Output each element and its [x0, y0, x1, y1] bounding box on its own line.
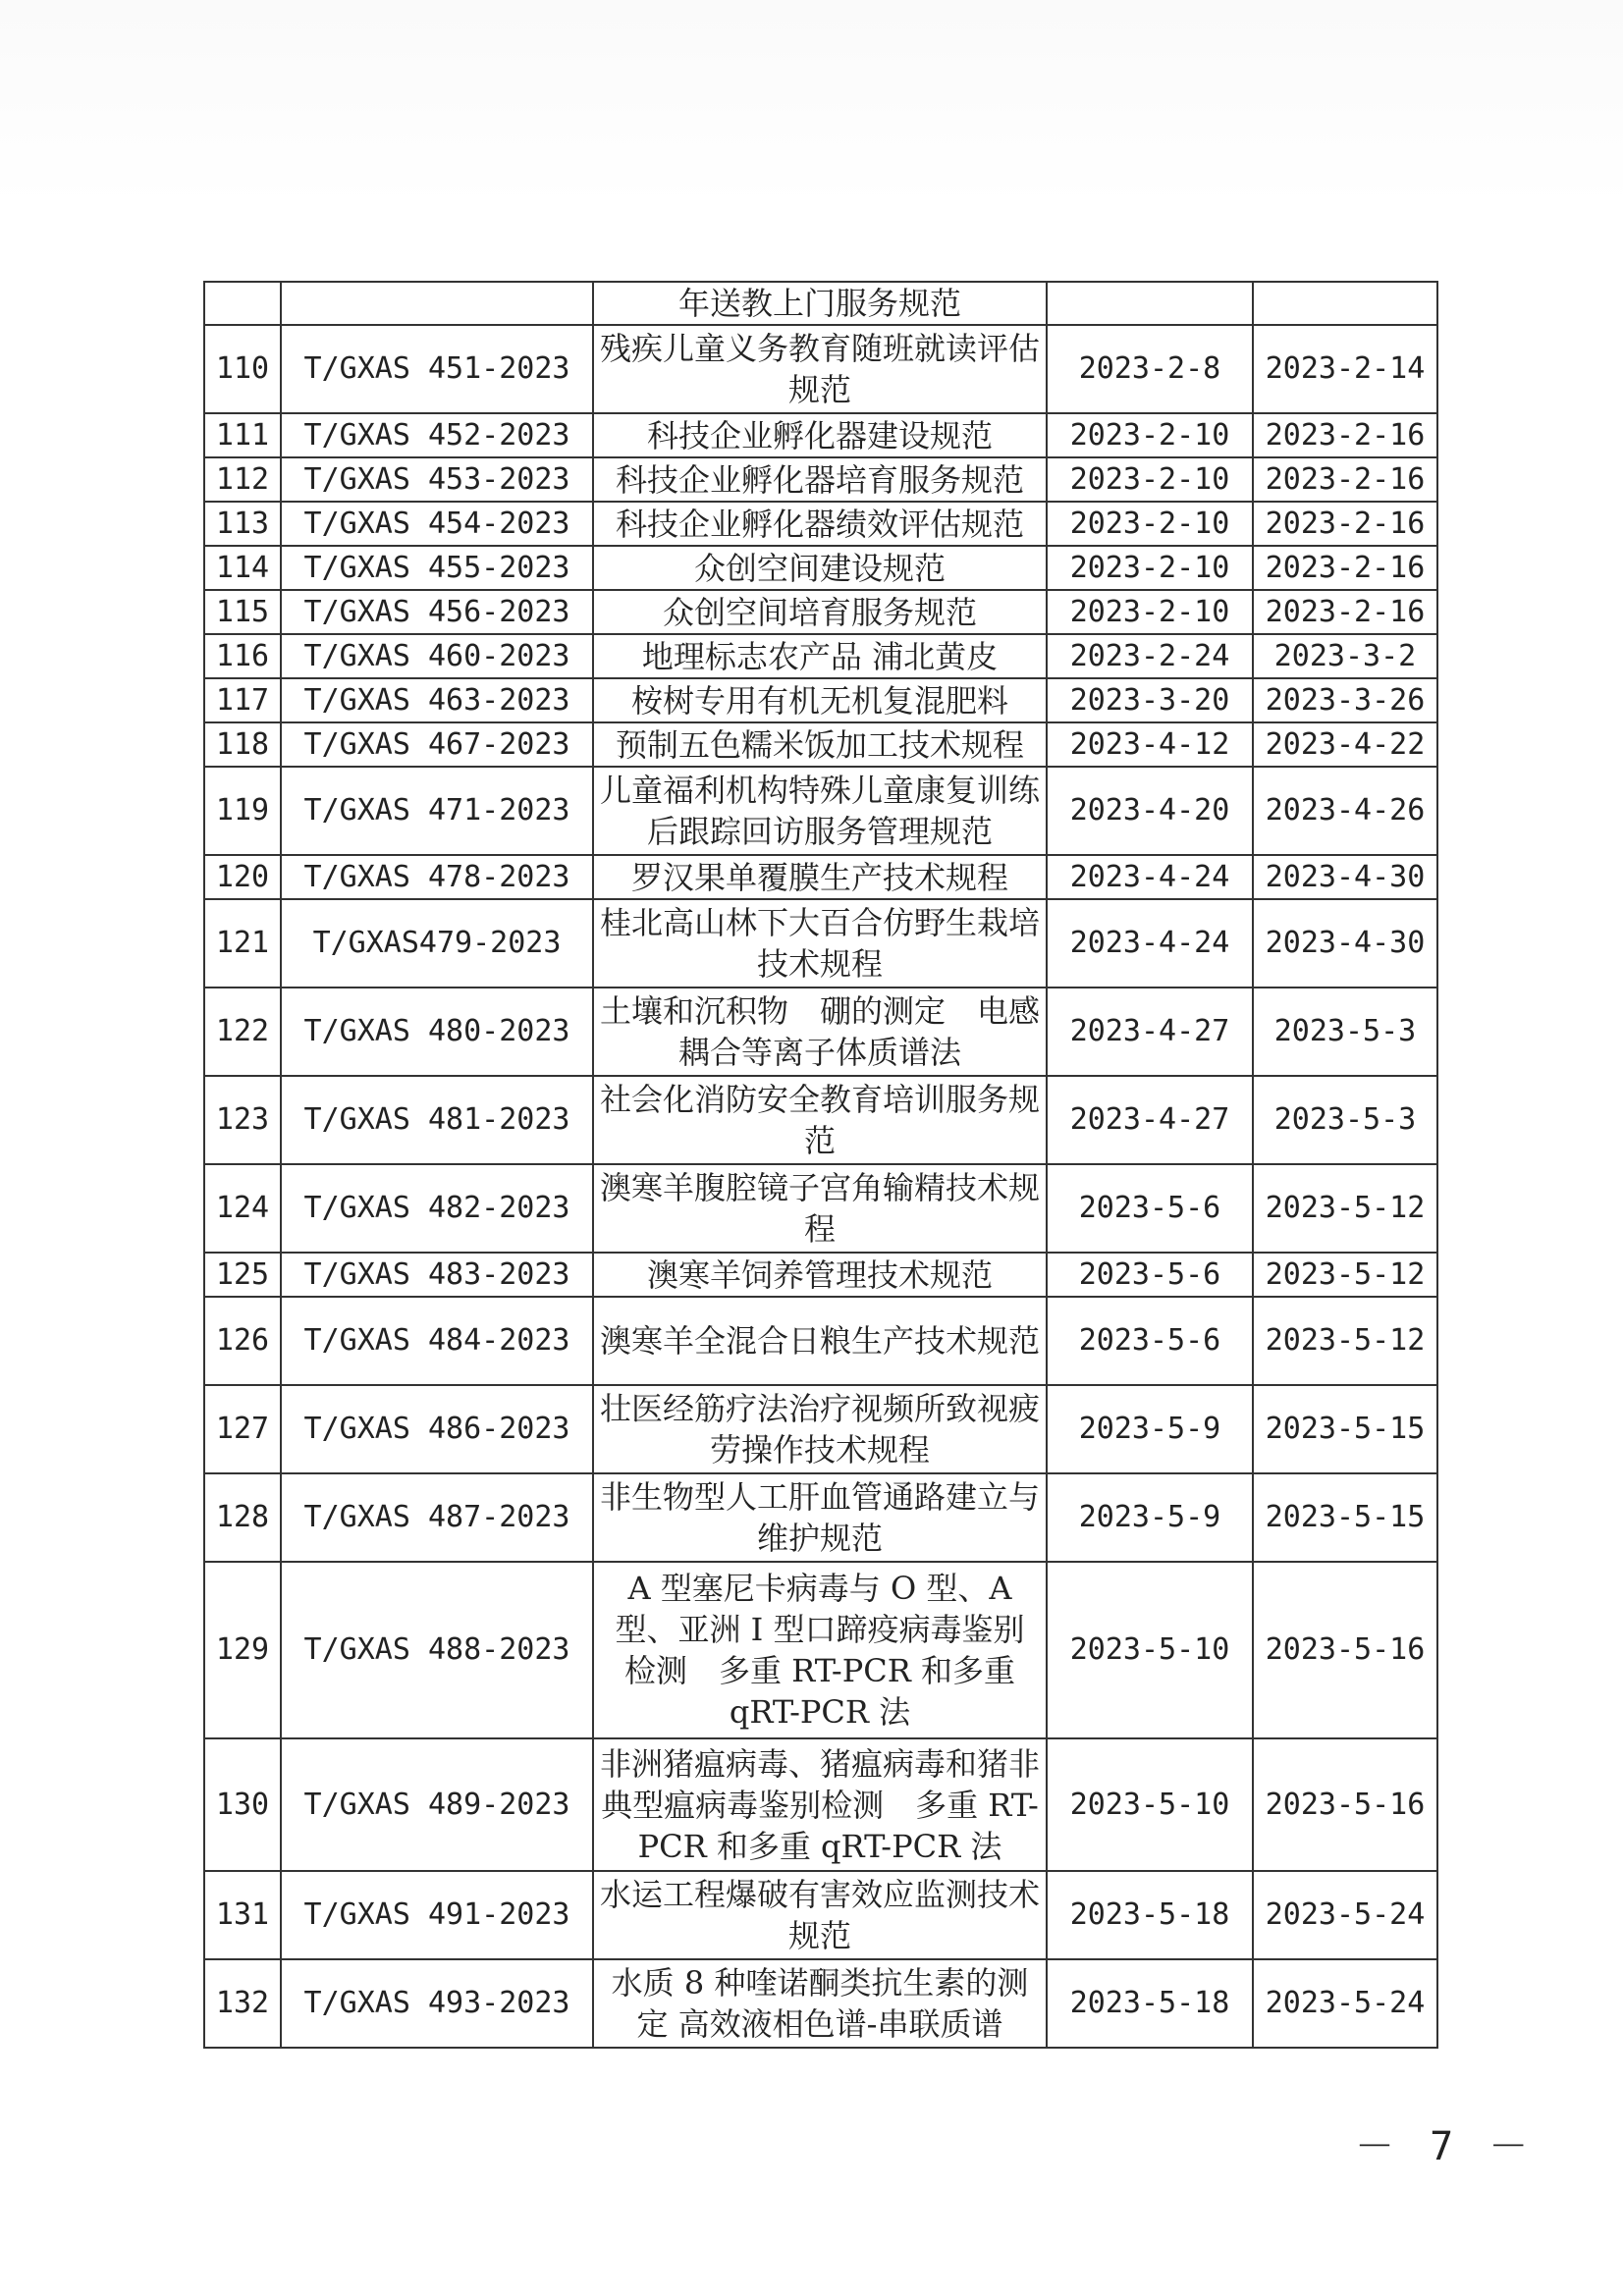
- standard-name: 年送教上门服务规范: [593, 282, 1047, 325]
- publish-date: 2023-5-18: [1047, 1871, 1253, 1959]
- publish-date: 2023-5-9: [1047, 1385, 1253, 1473]
- standard-code: T/GXAS 480-2023: [281, 988, 593, 1076]
- standard-code: T/GXAS 454-2023: [281, 502, 593, 546]
- publish-date: 2023-5-6: [1047, 1164, 1253, 1253]
- standards-table-body: [204, 282, 1437, 2048]
- table-row: [204, 1164, 1437, 1253]
- publish-date: 2023-5-9: [1047, 1473, 1253, 1562]
- publish-date: 2023-5-6: [1047, 1253, 1253, 1297]
- row-number: 112: [204, 457, 281, 502]
- standards-table: [203, 281, 1438, 2049]
- row-number: 128: [204, 1473, 281, 1562]
- standard-name: 社会化消防安全教育培训服务规范: [593, 1076, 1047, 1164]
- row-number: 122: [204, 988, 281, 1076]
- row-number: 116: [204, 634, 281, 678]
- standard-name: 残疾儿童义务教育随班就读评估规范: [593, 325, 1047, 413]
- implement-date: 2023-5-12: [1253, 1253, 1437, 1297]
- table-row: [204, 502, 1437, 546]
- implement-date: 2023-5-3: [1253, 1076, 1437, 1164]
- standard-code: T/GXAS 452-2023: [281, 413, 593, 457]
- implement-date: 2023-4-22: [1253, 722, 1437, 767]
- standard-name: 科技企业孵化器建设规范: [593, 413, 1047, 457]
- implement-date: 2023-2-16: [1253, 502, 1437, 546]
- table-row: [204, 457, 1437, 502]
- table-row: [204, 1385, 1437, 1473]
- implement-date: 2023-5-24: [1253, 1871, 1437, 1959]
- row-number: 114: [204, 546, 281, 590]
- row-number: 123: [204, 1076, 281, 1164]
- row-number: 119: [204, 767, 281, 855]
- row-number: [204, 282, 281, 325]
- table-row: [204, 413, 1437, 457]
- table-row: [204, 722, 1437, 767]
- publish-date: 2023-4-27: [1047, 988, 1253, 1076]
- table-row: [204, 1297, 1437, 1385]
- standard-code: T/GXAS 481-2023: [281, 1076, 593, 1164]
- row-number: 118: [204, 722, 281, 767]
- standard-code: T/GXAS 478-2023: [281, 855, 593, 899]
- standard-name: 壮医经筋疗法治疗视频所致视疲劳操作技术规程: [593, 1385, 1047, 1473]
- standard-name: 澳寒羊全混合日粮生产技术规范: [593, 1297, 1047, 1385]
- standard-code: T/GXAS 488-2023: [281, 1562, 593, 1738]
- standard-code: [281, 282, 593, 325]
- table-row: [204, 988, 1437, 1076]
- implement-date: 2023-2-16: [1253, 413, 1437, 457]
- table-row: [204, 1253, 1437, 1297]
- standard-code: T/GXAS 471-2023: [281, 767, 593, 855]
- publish-date: 2023-2-10: [1047, 502, 1253, 546]
- standard-code: T/GXAS 484-2023: [281, 1297, 593, 1385]
- standard-code: T/GXAS 487-2023: [281, 1473, 593, 1562]
- table-row: [204, 325, 1437, 413]
- standard-code: T/GXAS479-2023: [281, 899, 593, 988]
- implement-date: 2023-5-16: [1253, 1738, 1437, 1871]
- standard-name: 罗汉果单覆膜生产技术规程: [593, 855, 1047, 899]
- table-row: [204, 1871, 1437, 1959]
- publish-date: 2023-5-6: [1047, 1297, 1253, 1385]
- row-number: 132: [204, 1959, 281, 2048]
- standard-code: T/GXAS 489-2023: [281, 1738, 593, 1871]
- standard-code: T/GXAS 467-2023: [281, 722, 593, 767]
- implement-date: 2023-5-12: [1253, 1164, 1437, 1253]
- row-number: 117: [204, 678, 281, 722]
- table-row: [204, 1076, 1437, 1164]
- publish-date: 2023-3-20: [1047, 678, 1253, 722]
- standard-code: T/GXAS 453-2023: [281, 457, 593, 502]
- standard-code: T/GXAS 483-2023: [281, 1253, 593, 1297]
- implement-date: 2023-4-26: [1253, 767, 1437, 855]
- row-number: 131: [204, 1871, 281, 1959]
- standard-name: 儿童福利机构特殊儿童康复训练后跟踪回访服务管理规范: [593, 767, 1047, 855]
- publish-date: 2023-2-10: [1047, 457, 1253, 502]
- implement-date: 2023-5-24: [1253, 1959, 1437, 2048]
- standard-code: T/GXAS 460-2023: [281, 634, 593, 678]
- table-row: [204, 634, 1437, 678]
- table-row: [204, 899, 1437, 988]
- row-number: 121: [204, 899, 281, 988]
- standard-code: T/GXAS 493-2023: [281, 1959, 593, 2048]
- publish-date: 2023-5-10: [1047, 1562, 1253, 1738]
- row-number: 129: [204, 1562, 281, 1738]
- table-row: [204, 1959, 1437, 2048]
- implement-date: 2023-2-16: [1253, 457, 1437, 502]
- publish-date: 2023-4-24: [1047, 899, 1253, 988]
- row-number: 115: [204, 590, 281, 634]
- page-number: － 7 －: [1355, 2124, 1535, 2169]
- standard-name: 澳寒羊腹腔镜子宫角输精技术规程: [593, 1164, 1047, 1253]
- row-number: 113: [204, 502, 281, 546]
- standard-code: T/GXAS 491-2023: [281, 1871, 593, 1959]
- publish-date: [1047, 282, 1253, 325]
- standard-name: 水运工程爆破有害效应监测技术规范: [593, 1871, 1047, 1959]
- table-row: [204, 282, 1437, 325]
- standard-name: 桉树专用有机无机复混肥料: [593, 678, 1047, 722]
- implement-date: 2023-2-16: [1253, 546, 1437, 590]
- row-number: 125: [204, 1253, 281, 1297]
- table-row: [204, 1473, 1437, 1562]
- standard-name: 预制五色糯米饭加工技术规程: [593, 722, 1047, 767]
- standard-name: A 型塞尼卡病毒与 O 型、A 型、亚洲 I 型口蹄疫病毒鉴别检测 多重 RT-PCR 和多重 qRT-PCR 法: [593, 1562, 1047, 1738]
- row-number: 126: [204, 1297, 281, 1385]
- table-row: [204, 767, 1437, 855]
- implement-date: 2023-5-15: [1253, 1385, 1437, 1473]
- standard-code: T/GXAS 486-2023: [281, 1385, 593, 1473]
- standard-name: 水质 8 种喹诺酮类抗生素的测定 高效液相色谱-串联质谱: [593, 1959, 1047, 2048]
- page-top-shade: [0, 0, 1623, 206]
- standard-name: 澳寒羊饲养管理技术规范: [593, 1253, 1047, 1297]
- publish-date: 2023-2-8: [1047, 325, 1253, 413]
- publish-date: 2023-2-24: [1047, 634, 1253, 678]
- table-row: [204, 855, 1437, 899]
- implement-date: 2023-4-30: [1253, 899, 1437, 988]
- standard-name: 科技企业孵化器培育服务规范: [593, 457, 1047, 502]
- implement-date: 2023-5-16: [1253, 1562, 1437, 1738]
- publish-date: 2023-2-10: [1047, 413, 1253, 457]
- standard-name: 非洲猪瘟病毒、猪瘟病毒和猪非典型瘟病毒鉴别检测 多重 RT-PCR 和多重 qRT-PCR 法: [593, 1738, 1047, 1871]
- standard-code: T/GXAS 455-2023: [281, 546, 593, 590]
- publish-date: 2023-5-10: [1047, 1738, 1253, 1871]
- publish-date: 2023-4-12: [1047, 722, 1253, 767]
- publish-date: 2023-4-24: [1047, 855, 1253, 899]
- row-number: 124: [204, 1164, 281, 1253]
- implement-date: 2023-2-14: [1253, 325, 1437, 413]
- row-number: 130: [204, 1738, 281, 1871]
- table-row: [204, 590, 1437, 634]
- publish-date: 2023-2-10: [1047, 546, 1253, 590]
- row-number: 120: [204, 855, 281, 899]
- implement-date: 2023-4-30: [1253, 855, 1437, 899]
- implement-date: 2023-2-16: [1253, 590, 1437, 634]
- table-row: [204, 1562, 1437, 1738]
- publish-date: 2023-2-10: [1047, 590, 1253, 634]
- implement-date: 2023-5-15: [1253, 1473, 1437, 1562]
- implement-date: 2023-5-12: [1253, 1297, 1437, 1385]
- implement-date: [1253, 282, 1437, 325]
- row-number: 110: [204, 325, 281, 413]
- publish-date: 2023-5-18: [1047, 1959, 1253, 2048]
- row-number: 111: [204, 413, 281, 457]
- standard-name: 非生物型人工肝血管通路建立与维护规范: [593, 1473, 1047, 1562]
- standard-code: T/GXAS 482-2023: [281, 1164, 593, 1253]
- implement-date: 2023-3-2: [1253, 634, 1437, 678]
- standard-name: 科技企业孵化器绩效评估规范: [593, 502, 1047, 546]
- standard-code: T/GXAS 463-2023: [281, 678, 593, 722]
- standard-name: 众创空间培育服务规范: [593, 590, 1047, 634]
- standard-name: 土壤和沉积物 硼的测定 电感耦合等离子体质谱法: [593, 988, 1047, 1076]
- table-row: [204, 678, 1437, 722]
- publish-date: 2023-4-20: [1047, 767, 1253, 855]
- standard-code: T/GXAS 451-2023: [281, 325, 593, 413]
- row-number: 127: [204, 1385, 281, 1473]
- publish-date: 2023-4-27: [1047, 1076, 1253, 1164]
- table-row: [204, 546, 1437, 590]
- standard-code: T/GXAS 456-2023: [281, 590, 593, 634]
- implement-date: 2023-3-26: [1253, 678, 1437, 722]
- table-row: [204, 1738, 1437, 1871]
- standard-name: 地理标志农产品 浦北黄皮: [593, 634, 1047, 678]
- implement-date: 2023-5-3: [1253, 988, 1437, 1076]
- standard-name: 桂北高山林下大百合仿野生栽培技术规程: [593, 899, 1047, 988]
- standard-name: 众创空间建设规范: [593, 546, 1047, 590]
